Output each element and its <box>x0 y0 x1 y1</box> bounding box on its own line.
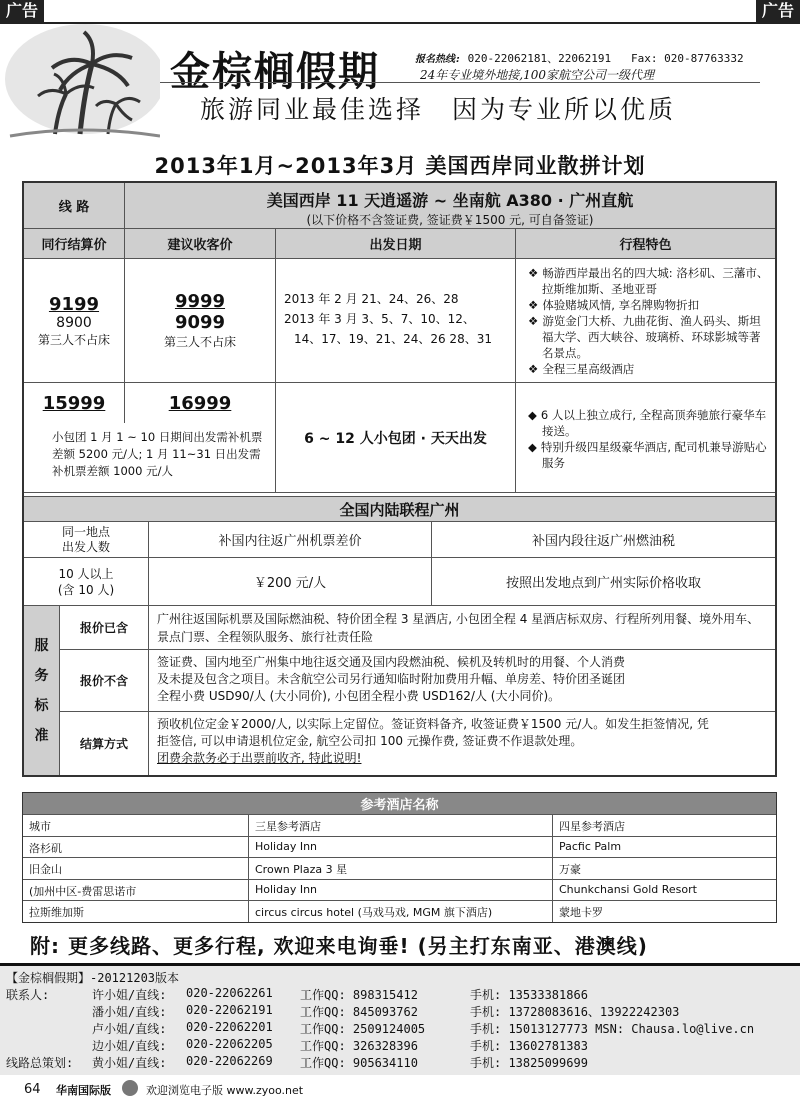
feature-item: ❖ 游览金门大桥、九曲花街、渔人码头、斯坦福大学、西大峡谷、玻璃桥、环球影城等著名景点。 <box>528 314 761 360</box>
hotel-table <box>22 792 777 923</box>
group1-dates-2: 2013 年 3 月 3、5、7、10、12、 <box>284 312 475 326</box>
group1-settle-note: 第三人不占床 <box>37 332 110 347</box>
fax-number: 020-87763332 <box>664 52 744 65</box>
slogan <box>200 90 704 126</box>
ad-tag-right: 广告 <box>756 0 800 22</box>
group1-dates-1: 2013 年 2 月 21、24、26、28 <box>284 292 459 306</box>
slogan-2: 因为专业所以优质 <box>452 95 677 124</box>
group1-suggest <box>125 259 276 383</box>
route-label: 线 路 <box>24 183 125 229</box>
col-features: 行程特色 <box>516 229 775 259</box>
table-row: (加州中区-费雷思诺市 Holiday Inn Chunkchansi Gold Resort <box>23 879 776 901</box>
col-dates: 出发日期 <box>276 229 516 259</box>
excluded-text: 签证费、国内地至广州集中地往返交通及国内段燃油税、候机及转机时的用餐、个人消费 及未提及包含之项目。未含航空公司另行通知临时附加费用升幅、单房差、特价团圣诞团 全程小费 USD90/人 (大小同价), 小包团全程小费 USD162/人 (大小同价)。 <box>149 650 775 712</box>
contact-row: 潘小姐/直线: 020-22062191 工作QQ: 845093762 手机: 13728083616、13922242303 <box>92 1003 680 1019</box>
welcome-text: 欢迎浏览电子版 www.zyoo.net <box>146 1084 304 1097</box>
col-suggest: 建议收客价 <box>125 229 276 259</box>
more-routes: 附: 更多线路、更多行程, 欢迎来电询垂! (另主打东南亚、港澳线) <box>30 934 648 958</box>
ad-tag-left: 广告 <box>0 0 44 22</box>
contact-row: 联系人: 许小姐/直线: 020-22062261 工作QQ: 898315412 手机: 13533381866 <box>6 986 588 1002</box>
plan-title: 2013年1月~2013年3月 美国西岸同业散拼计划 <box>154 154 646 178</box>
brand-name: 金棕榈假期 <box>170 48 380 95</box>
itinerary-table <box>22 181 777 777</box>
feature-item: ◆ 特别升级四星级豪华酒店, 配司机兼导游贴心服务 <box>528 440 767 470</box>
hotline <box>415 50 744 66</box>
domestic-r2: ￥200 元/人 <box>149 558 432 606</box>
group1-suggest-main: 9999 <box>174 291 226 312</box>
domestic-h3: 补国内段往返广州燃油税 <box>432 522 775 558</box>
fax-label: Fax: <box>630 52 658 65</box>
hotel-header: 城市 三星参考酒店 四星参考酒店 <box>23 814 776 836</box>
hotline-number: 020-22062181、22062191 <box>467 52 612 65</box>
domestic-h1: 同一地点 出发人数 <box>24 522 149 558</box>
payment-text: 预收机位定金￥2000/人, 以实际上定留位。签证资料备齐, 收签证费￥1500 元/人。如发生拒签情况, 凭 拒签信, 可以申请退机位定金, 航空公司扣 100 元操作费, 签证费不作退款处理。 团费余款务必于出票前收齐, 特此说明! <box>157 717 709 765</box>
magazine-logo-icon <box>122 1080 138 1096</box>
contact-row: 边小姐/直线: 020-22062205 工作QQ: 326328396 手机: 13602781383 <box>92 1037 588 1053</box>
route-name: 美国西岸 11 天逍遥游 ~ 坐南航 A380 · 广州直航 <box>266 191 634 210</box>
feature-item: ❖ 体验赌城风情, 享名牌购物折扣 <box>528 298 700 312</box>
star-bullet-icon: ❖ <box>528 362 539 376</box>
group2-settle: 15999 <box>24 383 125 423</box>
domestic-r3: 按照出发地点到广州实际价格收取 <box>432 558 775 606</box>
feature-item: ◆ 6 人以上独立成行, 全程高顶奔驰旅行豪华车接送。 <box>528 408 767 438</box>
service-side: 服 务 标 准 <box>24 606 60 775</box>
domestic-h2: 补国内往返广州机票差价 <box>149 522 432 558</box>
group1-dates-3: 14、17、19、21、24、26 28、31 <box>294 332 492 346</box>
route-cell <box>125 183 775 229</box>
feature-item: ❖ 全程三星高级酒店 <box>528 362 635 376</box>
included-label: 报价已含 <box>60 606 149 650</box>
star-bullet-icon: ❖ <box>528 298 539 312</box>
contact-row: 卢小姐/直线: 020-22062201 工作QQ: 2509124005 手机: 15013127773 MSN: Chausa.lo@live.cn <box>92 1020 755 1036</box>
table-row: 洛杉矶 Holiday Inn Pacfic Palm <box>23 836 776 858</box>
group1-suggest-note: 第三人不占床 <box>163 335 236 349</box>
header-rule <box>160 82 760 83</box>
group1-settle-alt: 8900 <box>56 314 92 331</box>
feature-item: ❖ 畅游西岸最出名的四大城: 洛杉矶、三藩市、拉斯维加斯、圣地亚哥 <box>528 266 769 296</box>
magazine-name: 华南国际版 <box>56 1084 111 1097</box>
agent-tagline: 24年专业境外地接,100家航空公司一级代理 <box>420 68 654 82</box>
payment-label: 结算方式 <box>60 712 149 775</box>
contact-row: 线路总策划: 黄小姐/直线: 020-22062269 工作QQ: 905634110 手机: 13825099699 <box>6 1054 588 1070</box>
group2-suggest: 16999 <box>125 383 276 423</box>
group2-features <box>516 383 775 493</box>
palm-tree-icon <box>0 24 160 142</box>
col-settle: 同行结算价 <box>24 229 125 259</box>
domestic-title: 全国内陆联程广州 <box>24 496 775 522</box>
table-row: 拉斯维加斯 circus circus hotel (马戏马戏, MGM 旗下酒店) 蒙地卡罗 <box>23 900 776 922</box>
group2-dates: 6 ~ 12 人小包团 · 天天出发 <box>276 383 516 493</box>
diamond-bullet-icon: ◆ <box>528 440 537 454</box>
included-text: 广州往返国际机票及国际燃油税、特价团全程 3 星酒店, 小包团全程 4 星酒店标双房、行程所列用餐、境外用车、景点门票、全程领队服务、旅行社责任险 <box>149 606 775 650</box>
group2-note: 小包团 1 月 1 ~ 10 日期间出发需补机票差额 5200 元/人; 1 月 11~31 日出发需补机票差额 1000 元/人 <box>24 423 276 493</box>
star-bullet-icon: ❖ <box>528 314 539 328</box>
version-row: 【金棕榈假期】-20121203版本 <box>6 971 180 985</box>
group1-dates <box>276 259 516 383</box>
group1-settle <box>24 259 125 383</box>
contact-block <box>0 963 800 1075</box>
star-bullet-icon: ❖ <box>528 266 539 280</box>
hotline-label: 报名热线: <box>415 54 462 65</box>
route-note: (以下价格不含签证费, 签证费￥1500 元, 可自备签证) <box>306 213 594 227</box>
slogan-1: 旅游同业最佳选择 <box>200 95 425 124</box>
page-footer <box>0 1078 800 1100</box>
excluded-label: 报价不含 <box>60 650 149 712</box>
domestic-r1: 10 人以上 (含 10 人) <box>24 558 149 606</box>
hotel-title: 参考酒店名称 <box>23 793 776 814</box>
group1-features <box>516 259 775 383</box>
group1-settle-main: 9199 <box>48 293 100 315</box>
table-row: 旧金山 Crown Plaza 3 星 万豪 <box>23 857 776 879</box>
page-number: 64 <box>24 1082 41 1097</box>
brand-header <box>0 24 800 142</box>
diamond-bullet-icon: ◆ <box>528 408 537 422</box>
group1-suggest-alt: 9099 <box>174 312 226 333</box>
